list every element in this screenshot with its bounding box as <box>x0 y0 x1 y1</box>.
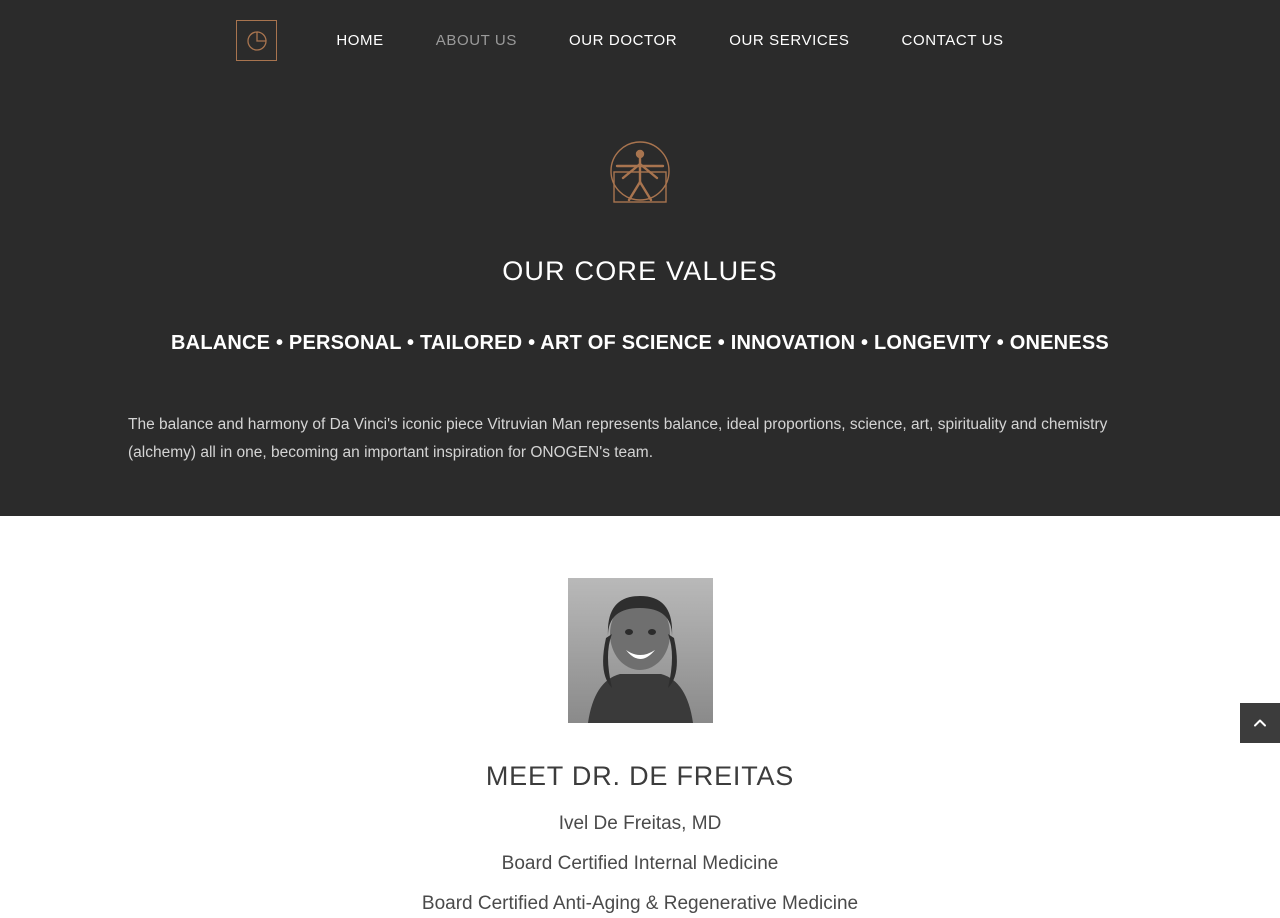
doctor-credential-1: Board Certified Internal Medicine <box>501 853 779 874</box>
doctor-credential-2: Board Certified Anti-Aging & Regenerative Medicine <box>421 893 859 914</box>
core-values-section <box>0 81 1280 516</box>
nav-item-about-us[interactable]: ABOUT US <box>435 32 517 49</box>
doctor-name: Ivel De Freitas, MD <box>558 813 722 834</box>
core-values-list: BALANCE • PERSONAL • TAILORED • ART OF SCIENCE • INNOVATION • LONGEVITY • ONENESS <box>171 332 1109 354</box>
main-navigation <box>0 0 1280 81</box>
site-header <box>0 0 1280 81</box>
nav-item-our-services[interactable]: OUR SERVICES <box>729 32 850 49</box>
nav-item-our-doctor[interactable]: OUR DOCTOR <box>568 32 678 49</box>
doctor-section-title: MEET DR. DE FREITAS <box>485 761 795 791</box>
nav-item-contact-us[interactable]: CONTACT US <box>901 32 1004 49</box>
doctor-portrait-image <box>568 578 713 723</box>
meet-doctor-section <box>0 516 1280 914</box>
back-to-top-button[interactable] <box>1240 703 1280 743</box>
doctor-portrait <box>568 578 713 723</box>
nav-item-home[interactable]: HOME <box>336 32 384 49</box>
chevron-up-icon <box>1252 715 1268 731</box>
vitruvian-man-icon <box>603 138 677 212</box>
core-values-title: OUR CORE VALUES <box>502 256 778 286</box>
core-values-description: The balance and harmony of Da Vinci's iconic piece Vitruvian Man represents balance, ideal proportions, science, art, spirituality and chemistry (alchemy) all in one, becoming an important inspiration for ONOGEN's team. <box>128 416 1108 461</box>
